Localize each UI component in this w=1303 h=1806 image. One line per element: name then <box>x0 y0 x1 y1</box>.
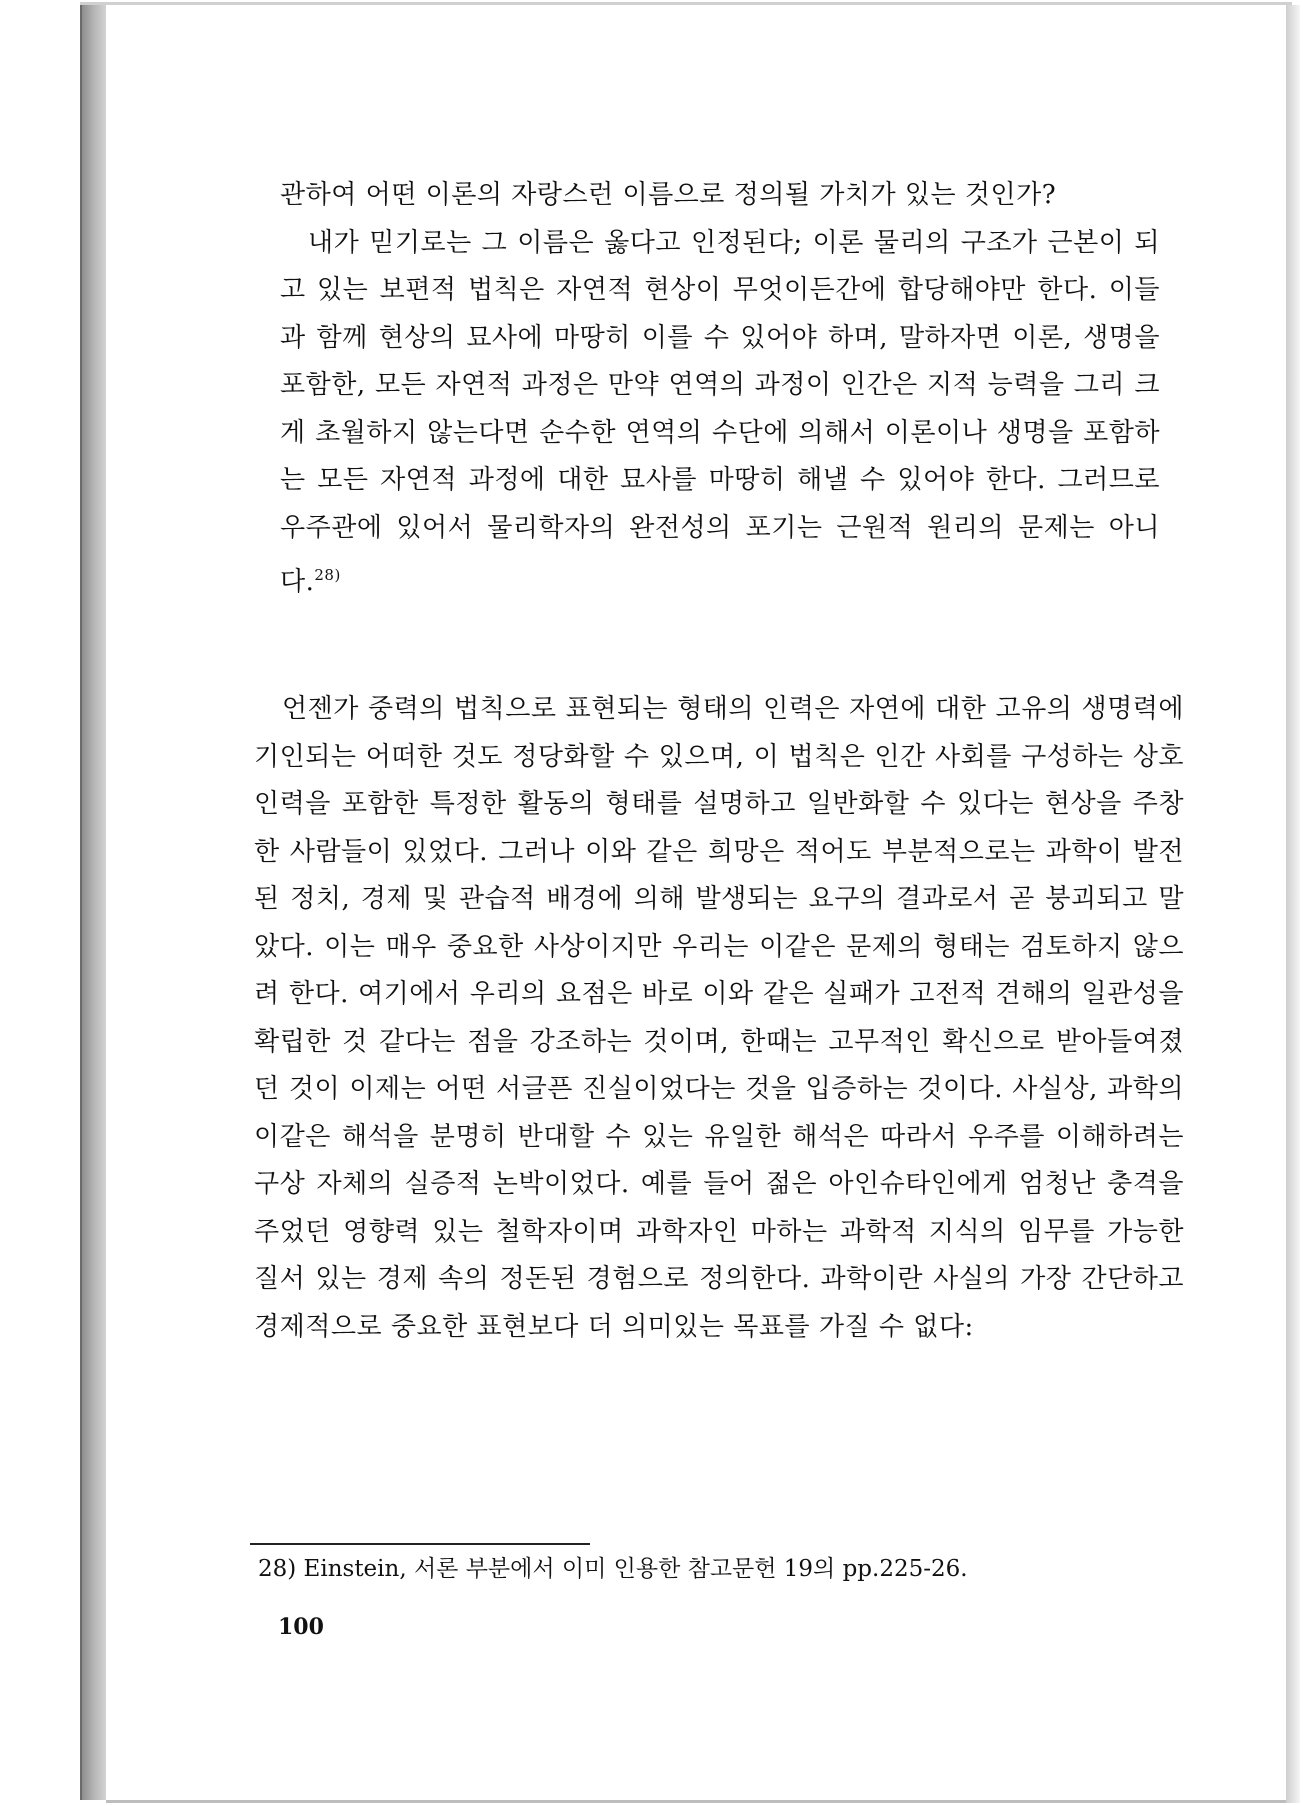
body-paragraph <box>254 686 1184 1351</box>
book-spine-edge <box>80 5 108 1800</box>
footnote-reference[interactable]: 28) <box>314 566 341 584</box>
quote-paragraph: 내가 믿기로는 그 이름은 옳다고 인정된다; 이론 물리의 구조가 근본이 되고 있는 보편적 법칙은 자연적 현상이 무엇이든간에 합당해야만 한다. 이들과 함께 현상의 묘사에 마땅히 이를 수 있어야 하며, 말하자면 이론, 생명을 포함한, 모든 자연적 과정은 만약 연역의 과정이 인간은 지적 능력을 그리 크게 초월하지 않는다면 순수한 연역의 수단에 의해서 이론이나 생명을 포함하는 모든 자연적 과정에 대한 묘사를 마땅히 해낼 수 있어야 한다. 그러므로 우주관에 있어서 물리학자의 완전성의 포기는 근원적 원리의 문제는 아니다. <box>280 227 1160 597</box>
quote-line-1: 관하여 어떤 이론의 자랑스런 이름으로 정의될 가치가 있는 것인가? <box>280 180 1057 210</box>
page-right-shadow <box>1286 5 1300 1803</box>
block-quote <box>280 172 1160 607</box>
footnote: 28) Einstein, 서론 부분에서 이미 인용한 참고문헌 19의 pp.225-26. <box>258 1556 968 1582</box>
footnote-divider <box>250 1543 590 1545</box>
page-number: 100 <box>278 1614 324 1640</box>
body-paragraph-text: 언젠가 중력의 법칙으로 표현되는 형태의 인력은 자연에 대한 고유의 생명력에 기인되는 어떠한 것도 정당화할 수 있으며, 이 법칙은 인간 사회를 구성하는 상호인력을 포함한 특정한 활동의 형태를 설명하고 일반화할 수 있다는 현상을 주창한 사람들이 있었다. 그러나 이와 같은 희망은 적어도 부분적으로는 과학이 발전된 정치, 경제 및 관습적 배경에 의해 발생되는 요구의 결과로서 곧 붕괴되고 말았다. 이는 매우 중요한 사상이지만 우리는 이같은 문제의 형태는 검토하지 않으려 한다. 여기에서 우리의 요점은 바로 이와 같은 실패가 고전적 견해의 일관성을 확립한 것 같다는 점을 강조하는 것이며, 한때는 고무적인 확신으로 받아들여졌던 것이 이제는 어떤 서글픈 진실이었다는 것을 입증하는 것이다. 사실상, 과학의 이같은 해석을 분명히 반대할 수 있는 유일한 해석은 따라서 우주를 이해하려는 구상 자체의 실증적 논박이었다. 예를 들어 젊은 아인슈타인에게 엄청난 충격을 주었던 영향력 있는 철학자이며 과학자인 마하는 과학적 지식의 임무를 가능한 질서 있는 경제 속의 정돈된 경험으로 정의한다. 과학이란 사실의 가장 간단하고 경제적으로 중요한 표현보다 더 의미있는 목표를 가질 수 없다: <box>254 694 1184 1342</box>
